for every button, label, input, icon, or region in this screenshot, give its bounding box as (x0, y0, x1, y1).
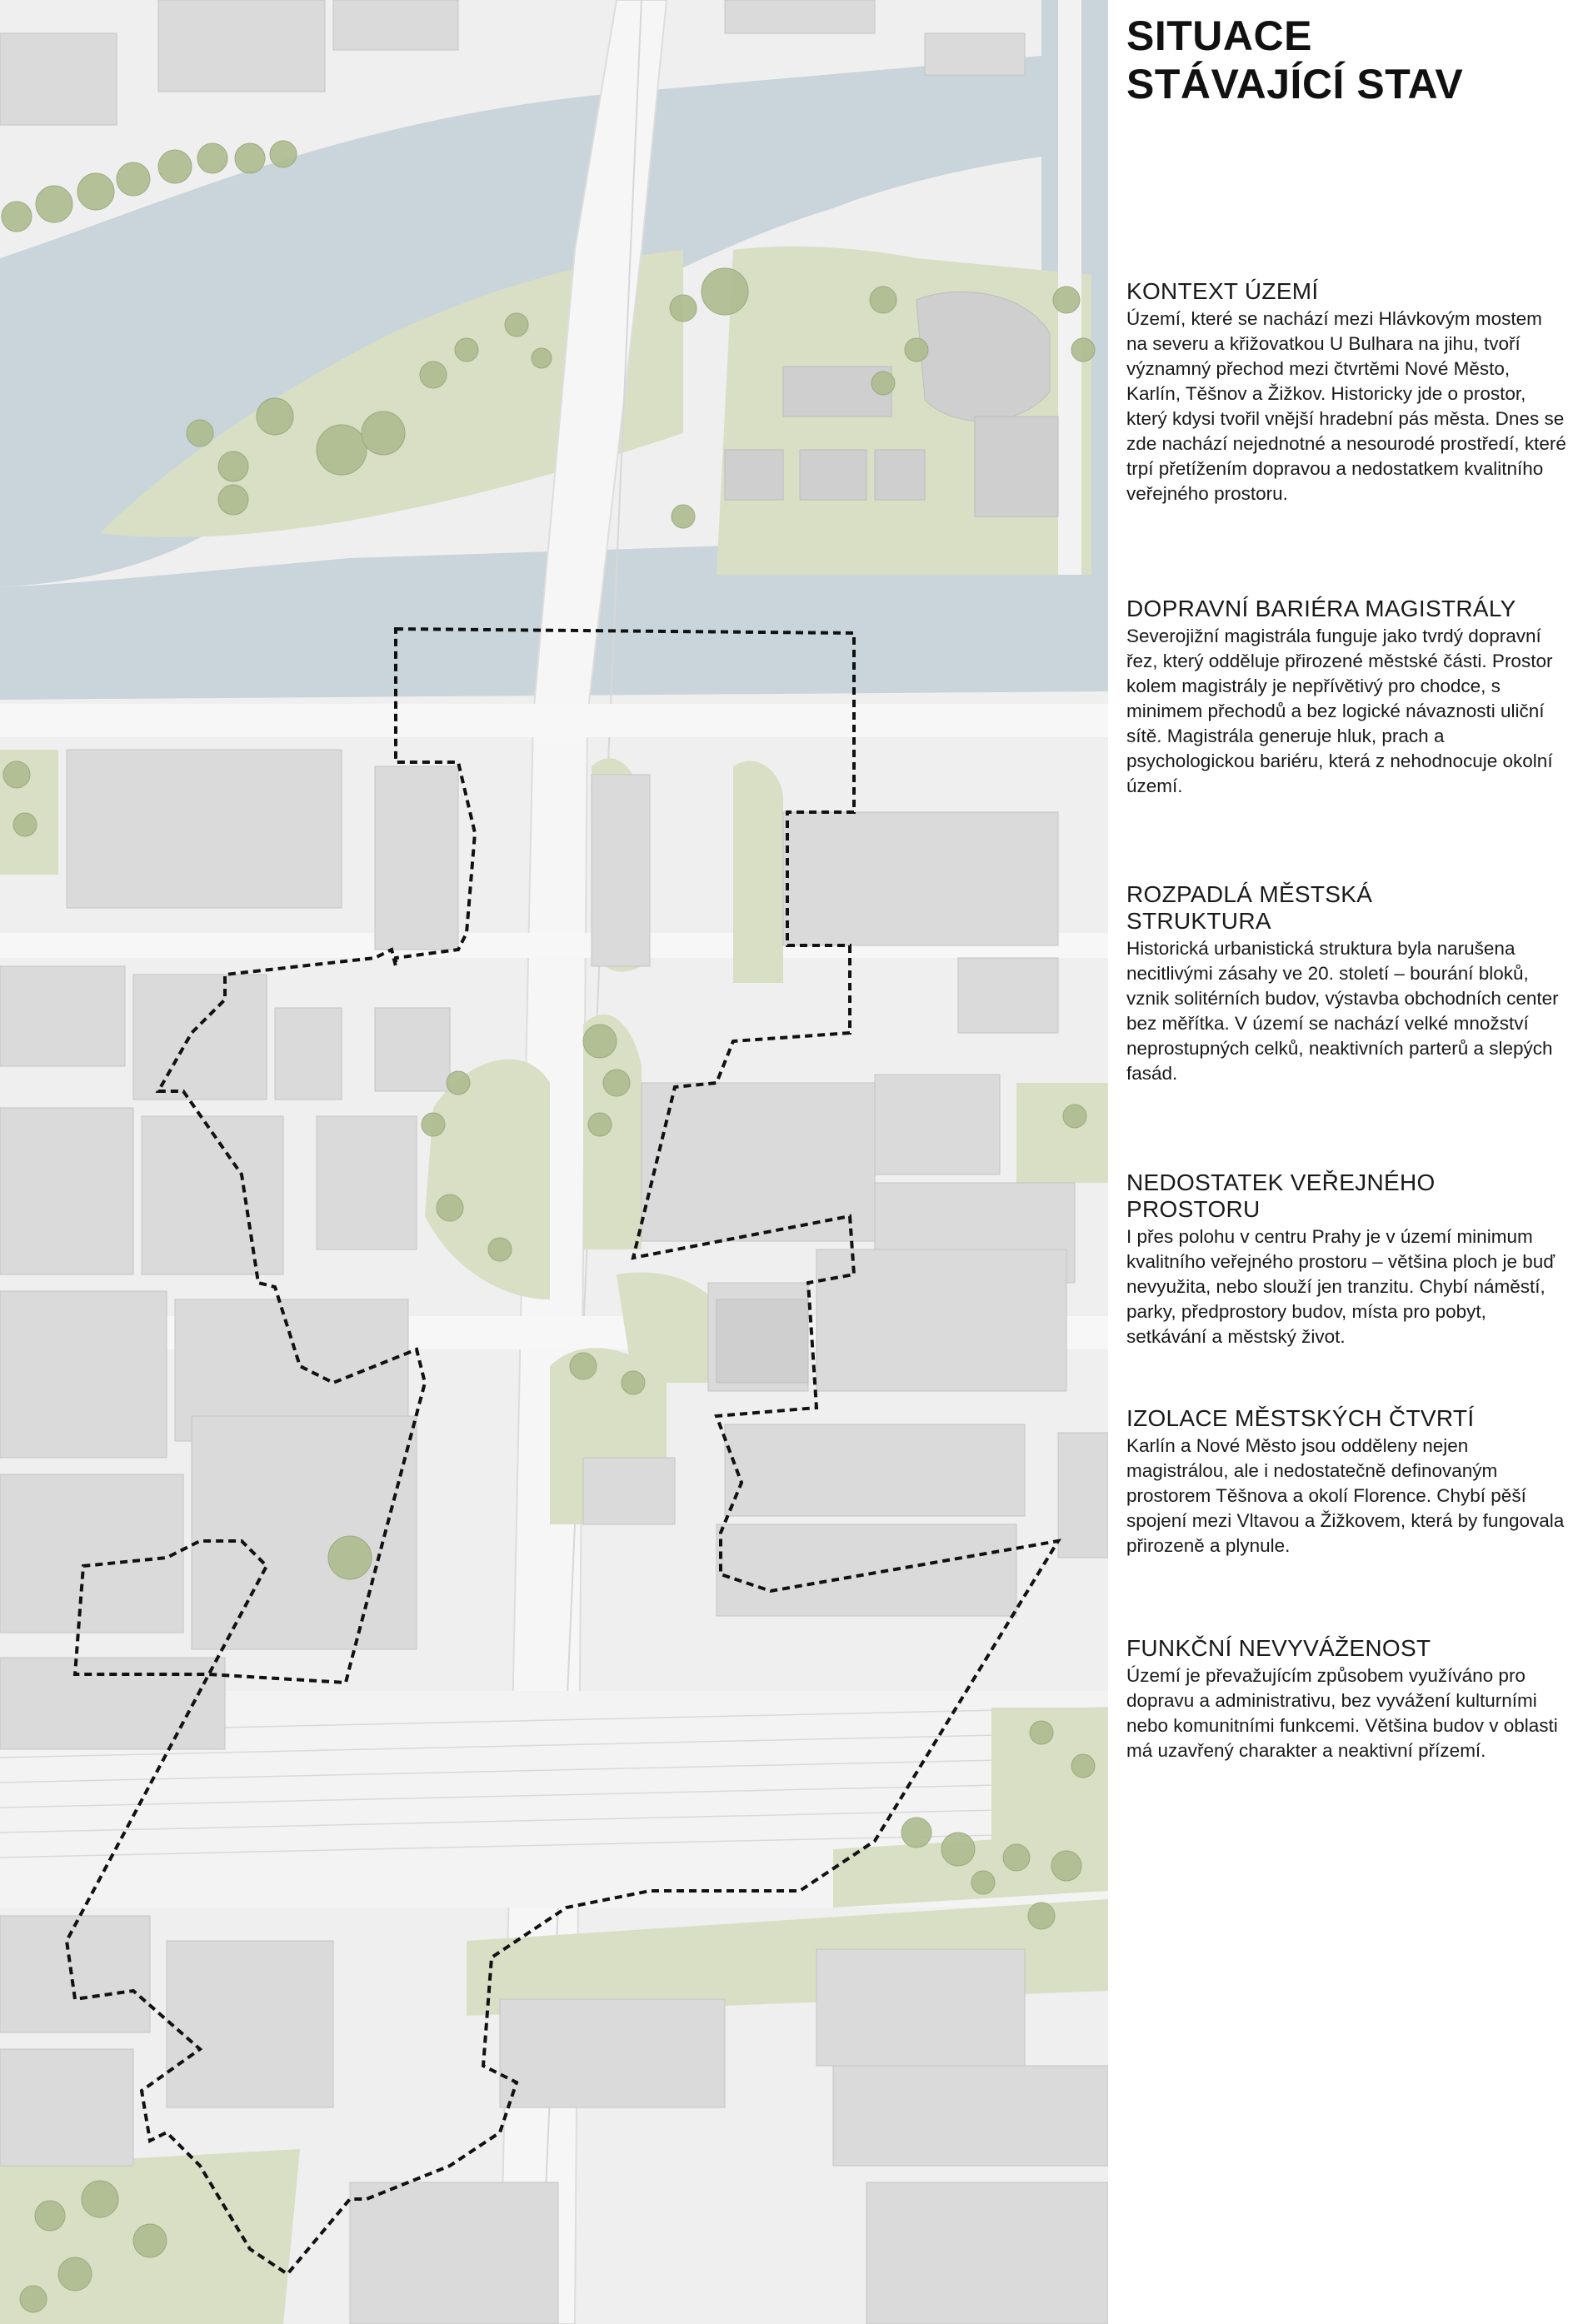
section-heading (1126, 1635, 1568, 1662)
text-panel (1108, 0, 1583, 2324)
heading-line: FUNKČNÍ NEVYVÁŽENOST (1126, 1635, 1431, 1661)
section-rozpadla-struktura (1126, 881, 1568, 1086)
heading-line: PROSTORU (1126, 1196, 1261, 1222)
section-text: Historická urbanistická struktura byla narušena necitlivými zásahy ve 20. století – bourání bloků, vznik solitérních budov, výstavba obchodních center bez měřítka. V území se nachází velké množství neprostupných celků, neaktivních parterů a slepých fasád. (1126, 938, 1559, 1084)
page-title (1126, 12, 1463, 108)
heading-line: IZOLACE MĚSTSKÝCH ČTVRTÍ (1126, 1405, 1475, 1431)
heading-line: KONTEXT ÚZEMÍ (1126, 278, 1319, 304)
section-text: Severojižní magistrála funguje jako tvrdý dopravní řez, který odděluje přirozené městské části. Prostor kolem magistrály je nepřívětivý pro chodce, s minimem přechodů a bez logické návaznosti uliční sítě. Magistrála generuje hluk, prach a psychologickou bariéru, která z nehodnocuje okolní území. (1126, 626, 1553, 796)
section-kontext-uzemi (1126, 278, 1568, 506)
section-funkcni-nevyvazenost (1126, 1635, 1568, 1763)
section-izolace-ctvrti (1126, 1405, 1568, 1558)
section-heading (1126, 1405, 1568, 1432)
section-text: Území je převažujícím způsobem využíváno pro dopravu a administrativu, bez vyvážení kulturními nebo komunitními funkcemi. Většina budov v oblasti má uzavřený charakter a neaktivní přízemí. (1126, 1665, 1558, 1761)
section-text: I přes polohu v centru Prahy je v území minimum kvalitního veřejného prostoru – většina ploch je buď nevyužita, nebo slouží jen tranzitu. Chybí náměstí, parky, předprostory budov, místa pro pobyt, setkávání a městský život. (1126, 1226, 1556, 1347)
street-band (0, 704, 1108, 737)
section-heading (1126, 881, 1568, 935)
section-heading (1126, 596, 1568, 622)
north-park-right (717, 247, 1091, 575)
section-dopravni-bariera (1126, 596, 1568, 799)
section-text: Karlín a Nové Město jsou odděleny nejen magistrálou, ale i nedostatečně definovaným prostorem Těšnova a okolí Florence. Chybí pěší spojení mezi Vltavou a Žižkovem, která by fungovala přirozeně a plynule. (1126, 1435, 1565, 1556)
section-nedostatek-prostoru (1126, 1169, 1568, 1349)
heading-line: NEDOSTATEK VEŘEJNÉHO (1126, 1169, 1436, 1195)
heading-line: DOPRAVNÍ BARIÉRA MAGISTRÁLY (1126, 596, 1516, 621)
title-line: STÁVAJÍCÍ STAV (1126, 61, 1464, 107)
section-heading (1126, 278, 1568, 305)
title-line: SITUACE (1126, 12, 1312, 59)
heading-line: ROZPADLÁ MĚSTSKÁ (1126, 881, 1373, 907)
section-text: Území, které se nachází mezi Hlávkovým mostem na severu a křižovatkou U Bulhara na jihu, tvoří významný přechod mezi čtvrtěmi Nové Město, Karlín, Těšnov a Žižkov. Historicky jde o prostor, který kdysi tvořil vnější hradební pás města. Dnes se zde nachází nejednotné a nesourodé prostředí, které trpí přetížením dopravou a nedostatkem kvalitního veřejného prostoru. (1126, 308, 1566, 504)
section-heading (1126, 1169, 1568, 1223)
heading-line: STRUKTURA (1126, 908, 1271, 934)
